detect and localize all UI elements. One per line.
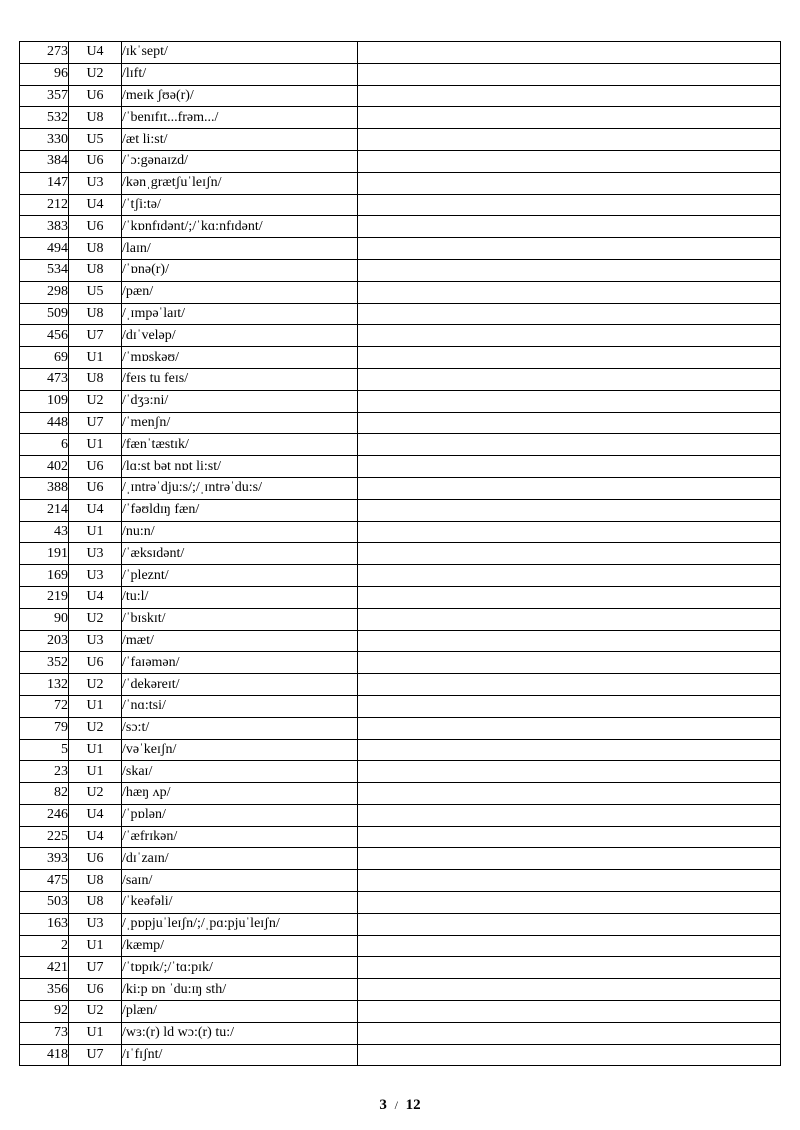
blank-answer-cell bbox=[358, 172, 781, 194]
blank-answer-cell bbox=[358, 238, 781, 260]
unit-cell: U1 bbox=[69, 935, 122, 957]
table-row bbox=[20, 368, 781, 390]
unit-cell: U6 bbox=[69, 848, 122, 870]
unit-cell: U8 bbox=[69, 870, 122, 892]
blank-answer-cell bbox=[358, 85, 781, 107]
table-row bbox=[20, 1044, 781, 1066]
blank-answer-cell bbox=[358, 1001, 781, 1023]
table-row bbox=[20, 695, 781, 717]
phonetic-cell: /ˈmɒskəʊ/ bbox=[122, 347, 358, 369]
word-number-cell: 147 bbox=[20, 172, 69, 194]
unit-cell: U1 bbox=[69, 347, 122, 369]
table-row bbox=[20, 870, 781, 892]
blank-answer-cell bbox=[358, 652, 781, 674]
unit-cell: U6 bbox=[69, 216, 122, 238]
unit-cell: U8 bbox=[69, 259, 122, 281]
phonetic-cell: /ˌpɒpjuˈleɪʃn/;/ˌpɑ:pjuˈleɪʃn/ bbox=[122, 913, 358, 935]
word-number-cell: 298 bbox=[20, 281, 69, 303]
blank-answer-cell bbox=[358, 957, 781, 979]
phonetic-cell: /kənˌgrætʃuˈleɪʃn/ bbox=[122, 172, 358, 194]
table-row bbox=[20, 129, 781, 151]
blank-answer-cell bbox=[358, 870, 781, 892]
phonetic-cell: /ˈæfrɪkən/ bbox=[122, 826, 358, 848]
unit-cell: U3 bbox=[69, 913, 122, 935]
blank-answer-cell bbox=[358, 935, 781, 957]
table-row bbox=[20, 477, 781, 499]
phonetic-cell: /ɪˈfɪʃnt/ bbox=[122, 1044, 358, 1066]
blank-answer-cell bbox=[358, 586, 781, 608]
phonetic-cell: /ˈfəʊldɪŋ fæn/ bbox=[122, 499, 358, 521]
word-number-cell: 96 bbox=[20, 63, 69, 85]
blank-answer-cell bbox=[358, 456, 781, 478]
blank-answer-cell bbox=[358, 368, 781, 390]
blank-answer-cell bbox=[358, 281, 781, 303]
unit-cell: U8 bbox=[69, 238, 122, 260]
unit-cell: U6 bbox=[69, 150, 122, 172]
phonetic-cell: /æt li:st/ bbox=[122, 129, 358, 151]
word-number-cell: 169 bbox=[20, 565, 69, 587]
table-row bbox=[20, 303, 781, 325]
phonetic-cell: /wɜ:(r) ld wɔ:(r) tu:/ bbox=[122, 1022, 358, 1044]
table-row bbox=[20, 783, 781, 805]
word-number-cell: 503 bbox=[20, 892, 69, 914]
table-row bbox=[20, 1001, 781, 1023]
blank-answer-cell bbox=[358, 1044, 781, 1066]
blank-answer-cell bbox=[358, 979, 781, 1001]
table-row bbox=[20, 935, 781, 957]
unit-cell: U2 bbox=[69, 1001, 122, 1023]
phonetic-cell: /tu:l/ bbox=[122, 586, 358, 608]
phonetic-cell: /ɪkˈsept/ bbox=[122, 42, 358, 64]
phonetic-cell: /ˈkeəfəli/ bbox=[122, 892, 358, 914]
blank-answer-cell bbox=[358, 325, 781, 347]
phonetic-cell: /ˈpɒlən/ bbox=[122, 804, 358, 826]
word-number-cell: 356 bbox=[20, 979, 69, 1001]
phonetic-cell: /laɪn/ bbox=[122, 238, 358, 260]
blank-answer-cell bbox=[358, 848, 781, 870]
table-row bbox=[20, 674, 781, 696]
table-row bbox=[20, 42, 781, 64]
unit-cell: U7 bbox=[69, 957, 122, 979]
table-row bbox=[20, 390, 781, 412]
phonetic-cell: /ˈmenʃn/ bbox=[122, 412, 358, 434]
blank-answer-cell bbox=[358, 434, 781, 456]
word-number-cell: 273 bbox=[20, 42, 69, 64]
unit-cell: U8 bbox=[69, 303, 122, 325]
word-number-cell: 384 bbox=[20, 150, 69, 172]
word-number-cell: 212 bbox=[20, 194, 69, 216]
table-row bbox=[20, 543, 781, 565]
unit-cell: U2 bbox=[69, 608, 122, 630]
unit-cell: U6 bbox=[69, 652, 122, 674]
word-number-cell: 475 bbox=[20, 870, 69, 892]
blank-answer-cell bbox=[358, 390, 781, 412]
unit-cell: U4 bbox=[69, 804, 122, 826]
table-row bbox=[20, 281, 781, 303]
word-number-cell: 5 bbox=[20, 739, 69, 761]
unit-cell: U4 bbox=[69, 499, 122, 521]
table-row bbox=[20, 761, 781, 783]
phonetic-cell: /ˈbenɪfɪt...frəm.../ bbox=[122, 107, 358, 129]
unit-cell: U4 bbox=[69, 586, 122, 608]
unit-cell: U3 bbox=[69, 565, 122, 587]
blank-answer-cell bbox=[358, 194, 781, 216]
unit-cell: U1 bbox=[69, 739, 122, 761]
word-number-cell: 352 bbox=[20, 652, 69, 674]
word-number-cell: 534 bbox=[20, 259, 69, 281]
word-number-cell: 473 bbox=[20, 368, 69, 390]
blank-answer-cell bbox=[358, 259, 781, 281]
word-number-cell: 90 bbox=[20, 608, 69, 630]
table-row bbox=[20, 586, 781, 608]
blank-answer-cell bbox=[358, 739, 781, 761]
unit-cell: U8 bbox=[69, 892, 122, 914]
table-row bbox=[20, 63, 781, 85]
phonetic-cell: /ˈdekəreɪt/ bbox=[122, 674, 358, 696]
phonetic-cell: /ˈbɪskɪt/ bbox=[122, 608, 358, 630]
blank-answer-cell bbox=[358, 674, 781, 696]
word-number-cell: 43 bbox=[20, 521, 69, 543]
word-number-cell: 132 bbox=[20, 674, 69, 696]
word-number-cell: 456 bbox=[20, 325, 69, 347]
table-row bbox=[20, 913, 781, 935]
blank-answer-cell bbox=[358, 150, 781, 172]
page-separator: / bbox=[394, 1098, 398, 1112]
word-number-cell: 219 bbox=[20, 586, 69, 608]
blank-answer-cell bbox=[358, 1022, 781, 1044]
word-number-cell: 92 bbox=[20, 1001, 69, 1023]
phonetic-cell: /ki:p ɒn ˈdu:ɪŋ sth/ bbox=[122, 979, 358, 1001]
word-number-cell: 225 bbox=[20, 826, 69, 848]
table-row bbox=[20, 347, 781, 369]
blank-answer-cell bbox=[358, 499, 781, 521]
table-row bbox=[20, 804, 781, 826]
table-row bbox=[20, 194, 781, 216]
blank-answer-cell bbox=[358, 107, 781, 129]
phonetic-cell: /meɪk ʃʊə(r)/ bbox=[122, 85, 358, 107]
word-number-cell: 418 bbox=[20, 1044, 69, 1066]
table-row bbox=[20, 325, 781, 347]
unit-cell: U5 bbox=[69, 281, 122, 303]
blank-answer-cell bbox=[358, 477, 781, 499]
unit-cell: U1 bbox=[69, 434, 122, 456]
word-number-cell: 72 bbox=[20, 695, 69, 717]
blank-answer-cell bbox=[358, 303, 781, 325]
table-row bbox=[20, 107, 781, 129]
phonetic-cell: /kæmp/ bbox=[122, 935, 358, 957]
table-row bbox=[20, 826, 781, 848]
table-row bbox=[20, 172, 781, 194]
unit-cell: U6 bbox=[69, 477, 122, 499]
phonetic-cell: /dɪˈveləp/ bbox=[122, 325, 358, 347]
blank-answer-cell bbox=[358, 695, 781, 717]
phonetic-cell: /fænˈtæstɪk/ bbox=[122, 434, 358, 456]
phonetic-cell: /nu:n/ bbox=[122, 521, 358, 543]
word-number-cell: 402 bbox=[20, 456, 69, 478]
table-row bbox=[20, 85, 781, 107]
unit-cell: U2 bbox=[69, 783, 122, 805]
phonetic-cell: /lɪft/ bbox=[122, 63, 358, 85]
phonetic-cell: /sɔ:t/ bbox=[122, 717, 358, 739]
unit-cell: U1 bbox=[69, 695, 122, 717]
vocabulary-table-body bbox=[20, 42, 781, 1066]
blank-answer-cell bbox=[358, 913, 781, 935]
table-row bbox=[20, 521, 781, 543]
unit-cell: U4 bbox=[69, 42, 122, 64]
table-row bbox=[20, 499, 781, 521]
unit-cell: U8 bbox=[69, 107, 122, 129]
word-number-cell: 421 bbox=[20, 957, 69, 979]
table-row bbox=[20, 434, 781, 456]
word-number-cell: 79 bbox=[20, 717, 69, 739]
word-number-cell: 23 bbox=[20, 761, 69, 783]
blank-answer-cell bbox=[358, 717, 781, 739]
unit-cell: U6 bbox=[69, 456, 122, 478]
unit-cell: U3 bbox=[69, 172, 122, 194]
unit-cell: U3 bbox=[69, 543, 122, 565]
phonetic-cell: /ˈtɒpɪk/;/ˈtɑ:pɪk/ bbox=[122, 957, 358, 979]
table-row bbox=[20, 150, 781, 172]
unit-cell: U2 bbox=[69, 390, 122, 412]
phonetic-cell: /dɪˈzaɪn/ bbox=[122, 848, 358, 870]
word-number-cell: 532 bbox=[20, 107, 69, 129]
page-current: 3 bbox=[379, 1097, 387, 1113]
unit-cell: U6 bbox=[69, 85, 122, 107]
table-row bbox=[20, 630, 781, 652]
blank-answer-cell bbox=[358, 608, 781, 630]
phonetic-cell: /vəˈkeɪʃn/ bbox=[122, 739, 358, 761]
table-row bbox=[20, 456, 781, 478]
word-number-cell: 214 bbox=[20, 499, 69, 521]
unit-cell: U8 bbox=[69, 368, 122, 390]
blank-answer-cell bbox=[358, 783, 781, 805]
table-row bbox=[20, 216, 781, 238]
table-row bbox=[20, 848, 781, 870]
table-row bbox=[20, 238, 781, 260]
unit-cell: U2 bbox=[69, 674, 122, 696]
unit-cell: U7 bbox=[69, 325, 122, 347]
unit-cell: U5 bbox=[69, 129, 122, 151]
unit-cell: U1 bbox=[69, 1022, 122, 1044]
table-row bbox=[20, 957, 781, 979]
phonetic-cell: /lɑ:st bət nɒt li:st/ bbox=[122, 456, 358, 478]
phonetic-cell: /ˈtʃi:tə/ bbox=[122, 194, 358, 216]
word-number-cell: 109 bbox=[20, 390, 69, 412]
phonetic-cell: /ˈkɒnfɪdənt/;/ˈkɑ:nfɪdənt/ bbox=[122, 216, 358, 238]
table-row bbox=[20, 1022, 781, 1044]
table-row bbox=[20, 717, 781, 739]
phonetic-cell: /ˌɪmpəˈlaɪt/ bbox=[122, 303, 358, 325]
unit-cell: U4 bbox=[69, 826, 122, 848]
word-number-cell: 330 bbox=[20, 129, 69, 151]
word-number-cell: 246 bbox=[20, 804, 69, 826]
unit-cell: U1 bbox=[69, 521, 122, 543]
blank-answer-cell bbox=[358, 521, 781, 543]
table-row bbox=[20, 979, 781, 1001]
page-number bbox=[0, 1097, 800, 1114]
blank-answer-cell bbox=[358, 412, 781, 434]
phonetic-cell: /mæt/ bbox=[122, 630, 358, 652]
blank-answer-cell bbox=[358, 892, 781, 914]
word-number-cell: 73 bbox=[20, 1022, 69, 1044]
phonetic-cell: /hæŋ ʌp/ bbox=[122, 783, 358, 805]
phonetic-cell: /pæn/ bbox=[122, 281, 358, 303]
blank-answer-cell bbox=[358, 565, 781, 587]
unit-cell: U3 bbox=[69, 630, 122, 652]
unit-cell: U2 bbox=[69, 63, 122, 85]
phonetic-cell: /ˈæksɪdənt/ bbox=[122, 543, 358, 565]
unit-cell: U2 bbox=[69, 717, 122, 739]
blank-answer-cell bbox=[358, 129, 781, 151]
vocabulary-table bbox=[19, 41, 781, 1066]
unit-cell: U4 bbox=[69, 194, 122, 216]
table-row bbox=[20, 652, 781, 674]
word-number-cell: 494 bbox=[20, 238, 69, 260]
word-number-cell: 509 bbox=[20, 303, 69, 325]
blank-answer-cell bbox=[358, 630, 781, 652]
unit-cell: U1 bbox=[69, 761, 122, 783]
word-number-cell: 69 bbox=[20, 347, 69, 369]
word-number-cell: 383 bbox=[20, 216, 69, 238]
phonetic-cell: /plæn/ bbox=[122, 1001, 358, 1023]
word-number-cell: 357 bbox=[20, 85, 69, 107]
blank-answer-cell bbox=[358, 42, 781, 64]
word-number-cell: 82 bbox=[20, 783, 69, 805]
table-row bbox=[20, 412, 781, 434]
phonetic-cell: /ˈɔ:gənaɪzd/ bbox=[122, 150, 358, 172]
blank-answer-cell bbox=[358, 63, 781, 85]
phonetic-cell: /ˈpleznt/ bbox=[122, 565, 358, 587]
table-row bbox=[20, 608, 781, 630]
table-row bbox=[20, 892, 781, 914]
page-total: 12 bbox=[405, 1097, 421, 1113]
word-number-cell: 448 bbox=[20, 412, 69, 434]
phonetic-cell: /ˈdʒɜ:ni/ bbox=[122, 390, 358, 412]
blank-answer-cell bbox=[358, 347, 781, 369]
word-number-cell: 388 bbox=[20, 477, 69, 499]
table-row bbox=[20, 565, 781, 587]
phonetic-cell: /ˈɒnə(r)/ bbox=[122, 259, 358, 281]
word-number-cell: 191 bbox=[20, 543, 69, 565]
unit-cell: U7 bbox=[69, 412, 122, 434]
blank-answer-cell bbox=[358, 826, 781, 848]
word-number-cell: 163 bbox=[20, 913, 69, 935]
phonetic-cell: /ˈnɑ:tsi/ bbox=[122, 695, 358, 717]
word-number-cell: 203 bbox=[20, 630, 69, 652]
word-number-cell: 2 bbox=[20, 935, 69, 957]
unit-cell: U6 bbox=[69, 979, 122, 1001]
blank-answer-cell bbox=[358, 804, 781, 826]
phonetic-cell: /skaɪ/ bbox=[122, 761, 358, 783]
table-row bbox=[20, 259, 781, 281]
phonetic-cell: /ˈfaɪəmən/ bbox=[122, 652, 358, 674]
blank-answer-cell bbox=[358, 216, 781, 238]
table-row bbox=[20, 739, 781, 761]
blank-answer-cell bbox=[358, 761, 781, 783]
unit-cell: U7 bbox=[69, 1044, 122, 1066]
phonetic-cell: /feɪs tu feɪs/ bbox=[122, 368, 358, 390]
word-number-cell: 393 bbox=[20, 848, 69, 870]
phonetic-cell: /saɪn/ bbox=[122, 870, 358, 892]
word-number-cell: 6 bbox=[20, 434, 69, 456]
phonetic-cell: /ˌɪntrəˈdju:s/;/ˌɪntrəˈdu:s/ bbox=[122, 477, 358, 499]
blank-answer-cell bbox=[358, 543, 781, 565]
